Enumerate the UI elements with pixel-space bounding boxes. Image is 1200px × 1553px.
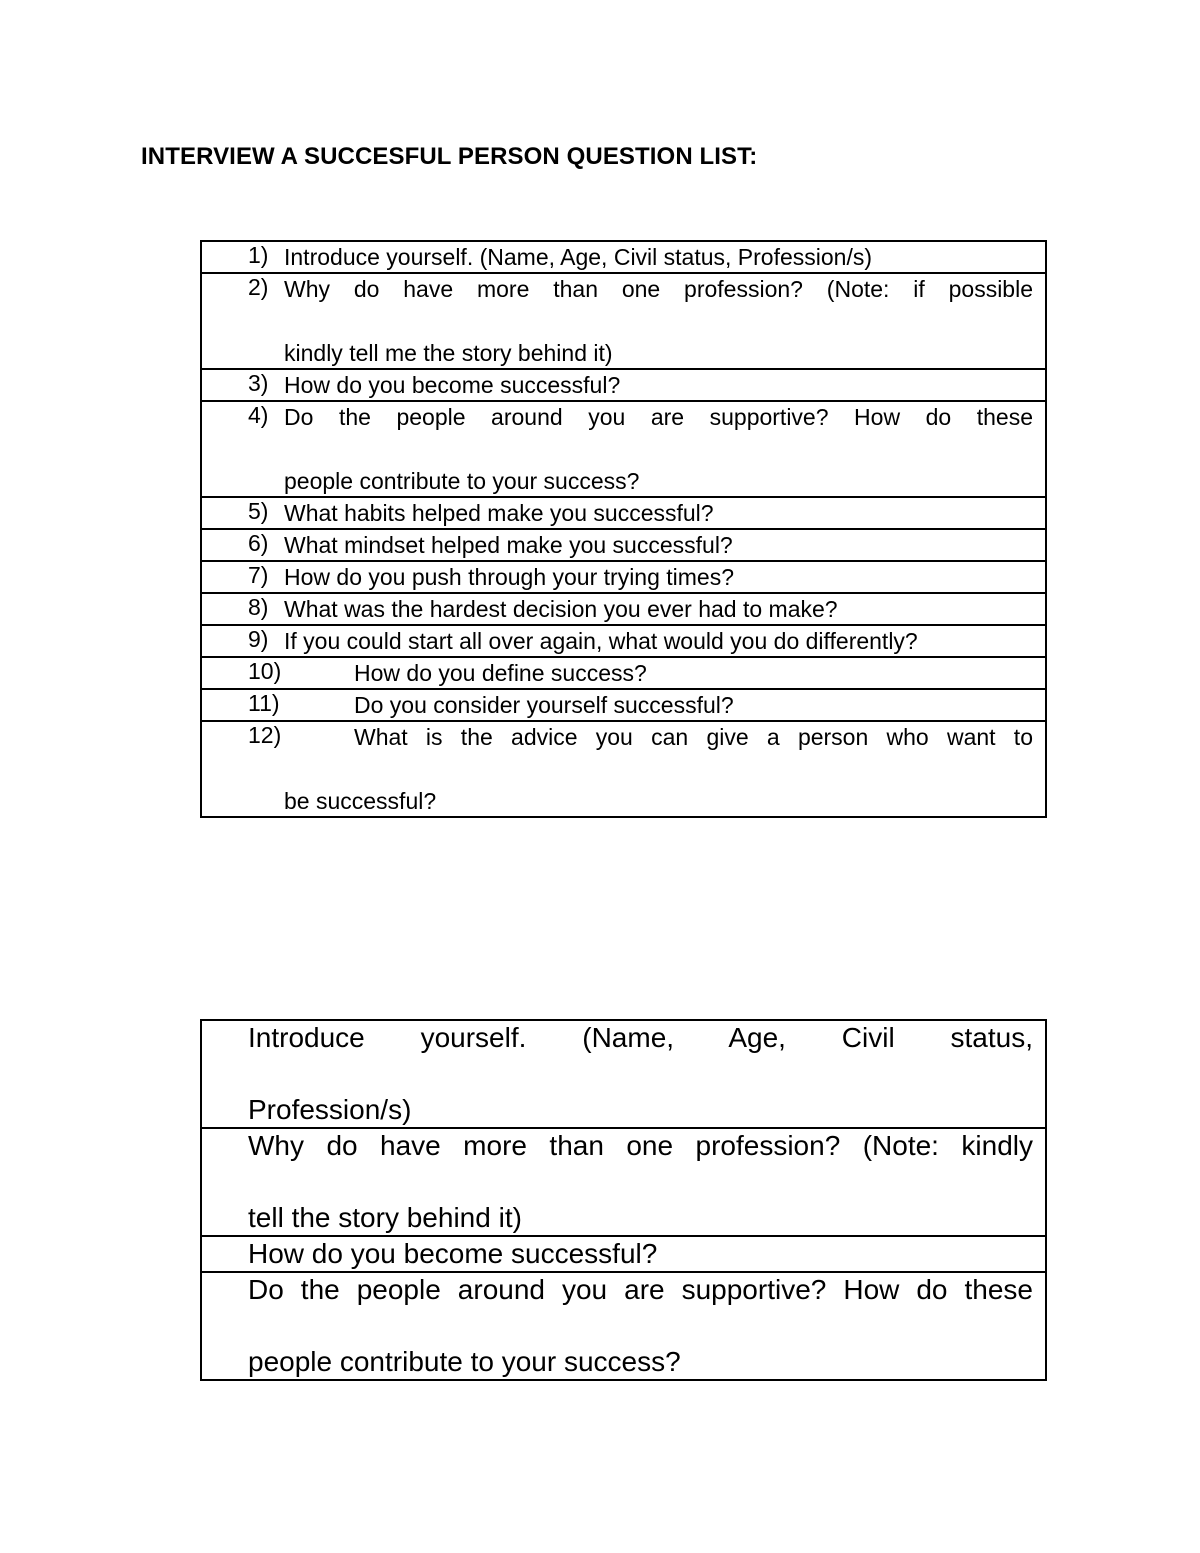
question-table-numbered [200,240,1047,818]
question-text: How do you define success? [354,660,647,686]
question-text: If you could start all over again, what would you do differently? [284,628,918,654]
question-row [202,496,1045,528]
question-text: Do you consider yourself successful? [354,692,734,718]
question-row [202,368,1045,400]
question-number: 9) [248,626,269,652]
question-number: 6) [248,530,269,556]
question-text-continued: people contribute to your success? [284,466,1036,497]
page-title: INTERVIEW A SUCCESFUL PERSON QUESTION LIST: [141,143,758,170]
question-number: 1) [248,242,269,268]
question-text: Why do have more than one profession? (Note: if possible [284,276,1033,302]
question-number: 7) [248,562,269,588]
question-number: 5) [248,498,269,524]
question-text-continued: tell the story behind it) [248,1202,522,1233]
question-row [202,1235,1045,1271]
question-number: 12) [248,722,282,748]
question-text: How do you become successful? [248,1238,658,1269]
question-table-large [200,1019,1047,1381]
question-number: 8) [248,594,269,620]
question-row [202,272,1045,368]
question-row [202,1271,1045,1379]
question-row [202,528,1045,560]
question-text: How do you become successful? [284,372,621,398]
question-row [202,1127,1045,1235]
question-row [202,720,1045,816]
question-text: What is the advice you can give a person who want to [354,724,1033,750]
question-row [202,592,1045,624]
question-row [202,624,1045,656]
question-number: 2) [248,274,269,300]
question-text: Introduce yourself. (Name, Age, Civil status, [248,1022,1033,1053]
question-text: How do you push through your trying times? [284,562,1036,593]
question-number: 11) [248,690,280,716]
question-number: 4) [248,402,269,428]
question-text-continued: be successful? [284,788,437,814]
question-number: 10) [248,658,282,684]
question-text: Introduce yourself. (Name, Age, Civil status, Profession/s) [284,244,873,270]
question-row [202,688,1045,720]
question-text: Do the people around you are supportive? How do these [284,404,1033,430]
question-row [202,1021,1045,1127]
question-row [202,560,1045,592]
question-text: Why do have more than one profession? (Note: kindly [248,1130,1033,1161]
question-number: 3) [248,370,269,396]
question-text-continued: Profession/s) [248,1094,412,1125]
question-text-continued: people contribute to your success? [248,1345,1035,1380]
question-row [202,242,1045,272]
question-row [202,656,1045,688]
question-text: What was the hardest decision you ever had to make? [284,596,838,622]
question-row [202,400,1045,496]
question-text: What habits helped make you successful? [284,500,714,526]
question-text: Do the people around you are supportive? How do these [248,1274,1033,1305]
question-text-continued: kindly tell me the story behind it) [284,340,613,366]
question-text: What mindset helped make you successful? [284,530,1036,561]
